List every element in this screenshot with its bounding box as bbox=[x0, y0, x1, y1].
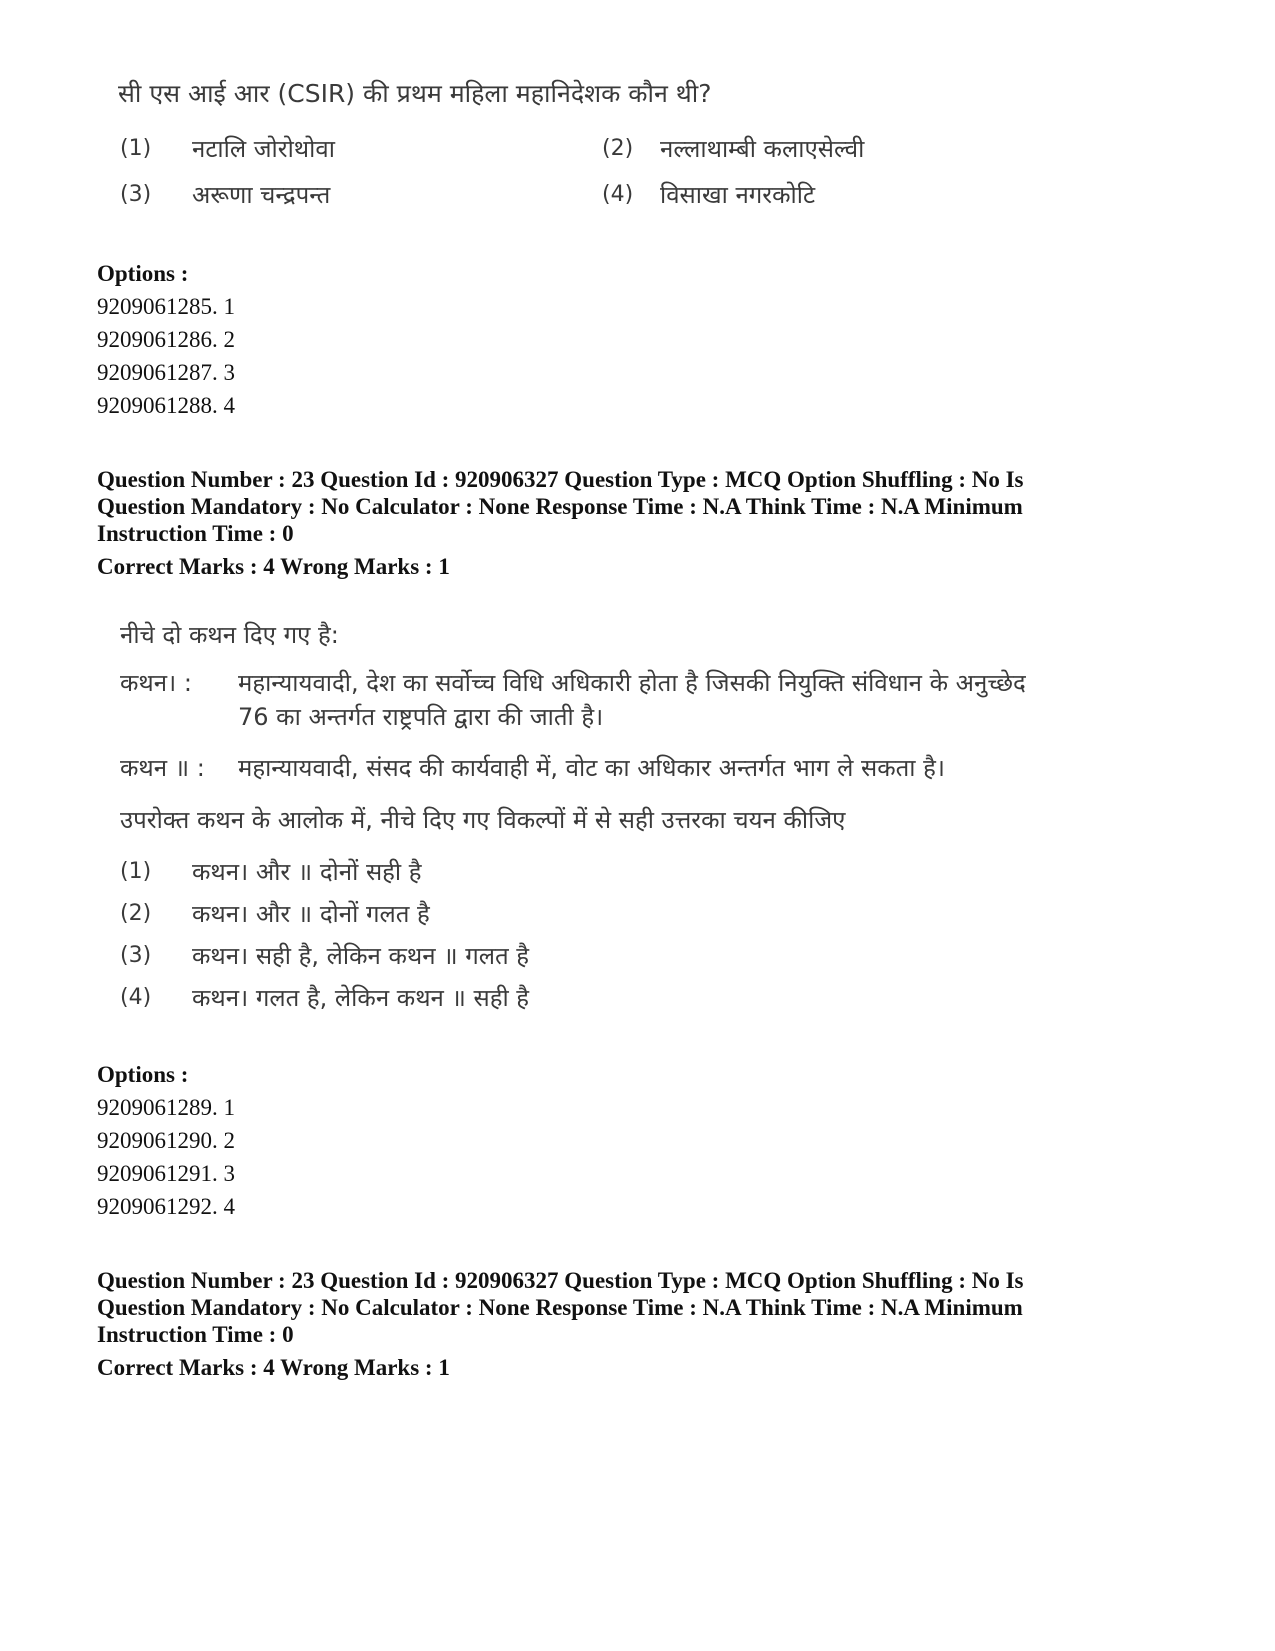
q2-option-2: 9209061290. 2 bbox=[97, 1128, 235, 1153]
q1-choice-4-number: (4) bbox=[602, 182, 634, 207]
q1-option-1: 9209061285. 1 bbox=[97, 294, 235, 319]
q3-meta-line-3: Instruction Time : 0 bbox=[97, 1322, 294, 1347]
q2-meta-line-3: Instruction Time : 0 bbox=[97, 521, 294, 546]
q2-choice-3-text: कथन। सही है, लेकिन कथन ॥ गलत है bbox=[192, 942, 530, 970]
q1-choice-2-number: (2) bbox=[602, 136, 634, 161]
q1-choice-3-text: अरूणा चन्द्रपन्त bbox=[192, 181, 331, 209]
q2-statement-1-label: कथन। : bbox=[120, 669, 192, 697]
q2-options-heading: Options : bbox=[97, 1062, 189, 1087]
q1-choice-1-number: (1) bbox=[120, 136, 152, 161]
q2-choice-4-number: (4) bbox=[120, 985, 152, 1010]
q1-option-4: 9209061288. 4 bbox=[97, 393, 235, 418]
q2-statement-1-line-2: 76 का अन्तर्गत राष्ट्रपति द्वारा की जाती है। bbox=[238, 703, 604, 731]
q2-choice-1-number: (1) bbox=[120, 859, 152, 884]
q2-statement-2-label: कथन ॥ : bbox=[120, 754, 205, 782]
q1-choice-4-text: विसाखा नगरकोटि bbox=[660, 181, 816, 209]
q1-choice-3-number: (3) bbox=[120, 182, 152, 207]
q2-instruction: उपरोक्त कथन के आलोक में, नीचे दिए गए विकल्पों में से सही उत्तरका चयन कीजिए bbox=[120, 806, 846, 834]
q2-statement-2-line-1: महान्यायवादी, संसद की कार्यवाही में, वोट का अधिकार अन्तर्गत भाग ले सकता है। bbox=[238, 754, 945, 782]
q3-marks: Correct Marks : 4 Wrong Marks : 1 bbox=[97, 1355, 450, 1380]
q2-marks: Correct Marks : 4 Wrong Marks : 1 bbox=[97, 554, 450, 579]
q2-option-4: 9209061292. 4 bbox=[97, 1194, 235, 1219]
q3-meta-line-1: Question Number : 23 Question Id : 920906327 Question Type : MCQ Option Shuffling : No Is bbox=[97, 1268, 1024, 1293]
q1-option-3: 9209061287. 3 bbox=[97, 360, 235, 385]
q2-choice-3-number: (3) bbox=[120, 943, 152, 968]
q2-choice-1-text: कथन। और ॥ दोनों सही है bbox=[192, 858, 422, 886]
q2-statement-1-line-1: महान्यायवादी, देश का सर्वोच्च विधि अधिकारी होता है जिसकी नियुक्ति संविधान के अनुच्छेद bbox=[238, 669, 1026, 697]
q2-intro: नीचे दो कथन दिए गए है: bbox=[120, 621, 339, 649]
q1-option-2: 9209061286. 2 bbox=[97, 327, 235, 352]
q2-meta-line-1: Question Number : 23 Question Id : 920906327 Question Type : MCQ Option Shuffling : No Is bbox=[97, 467, 1024, 492]
q2-choice-2-number: (2) bbox=[120, 901, 152, 926]
q1-options-heading: Options : bbox=[97, 261, 189, 286]
q2-choice-4-text: कथन। गलत है, लेकिन कथन ॥ सही है bbox=[192, 984, 530, 1012]
q1-question-text: सी एस आई आर (CSIR) की प्रथम महिला महानिदेशक कौन थी? bbox=[118, 79, 712, 108]
q1-choice-1-text: नटालि जोरोथोवा bbox=[192, 135, 335, 163]
q2-option-1: 9209061289. 1 bbox=[97, 1095, 235, 1120]
q1-choice-2-text: नल्लाथाम्बी कलाएसेल्वी bbox=[660, 135, 865, 163]
q3-meta-line-2: Question Mandatory : No Calculator : None Response Time : N.A Think Time : N.A Minimum bbox=[97, 1295, 1023, 1320]
q2-meta-line-2: Question Mandatory : No Calculator : None Response Time : N.A Think Time : N.A Minimum bbox=[97, 494, 1023, 519]
q2-choice-2-text: कथन। और ॥ दोनों गलत है bbox=[192, 900, 430, 928]
q2-option-3: 9209061291. 3 bbox=[97, 1161, 235, 1186]
